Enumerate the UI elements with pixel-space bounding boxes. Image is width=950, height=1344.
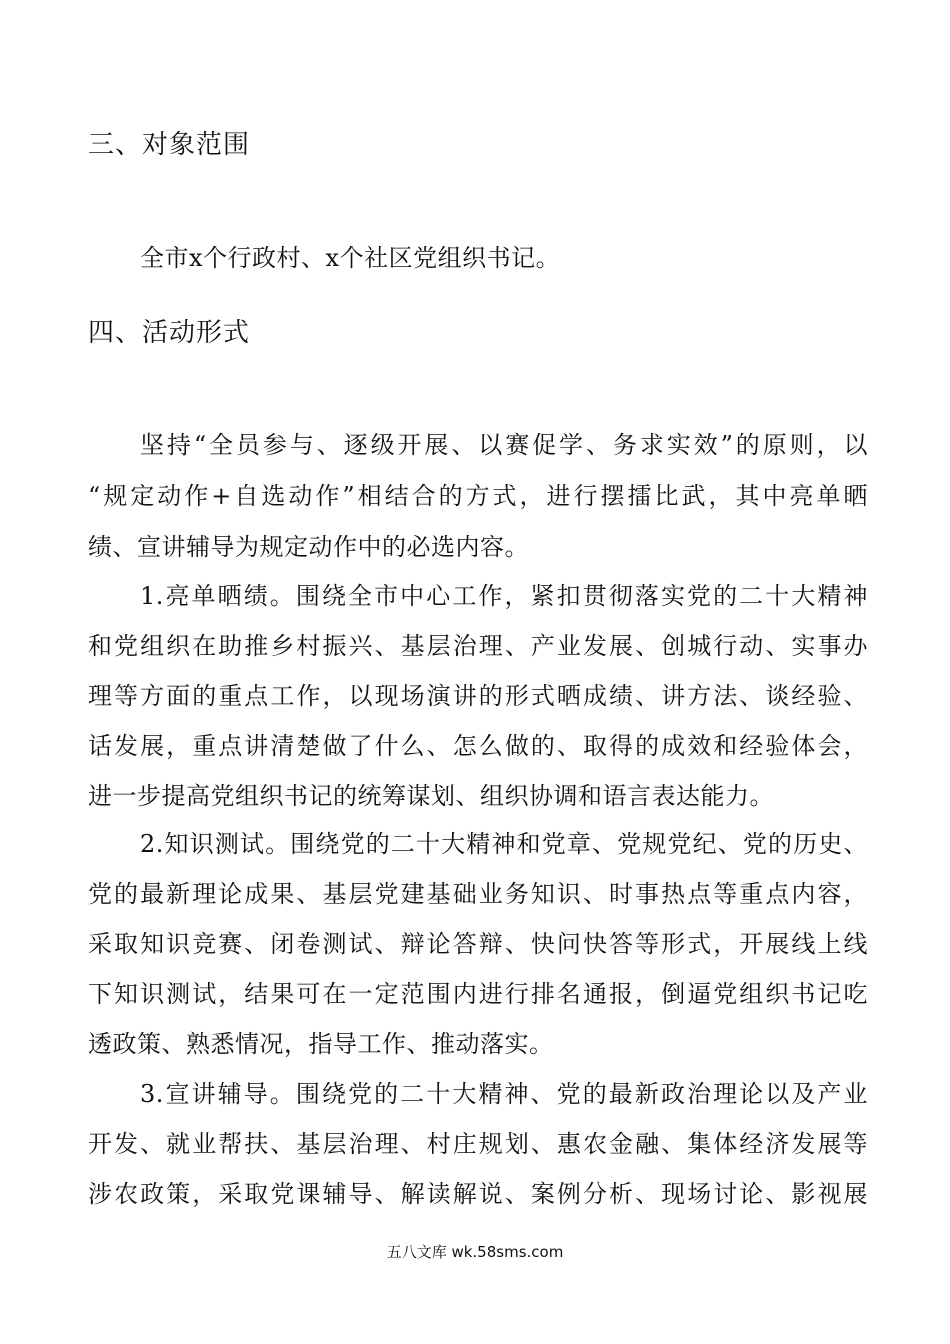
intro-line: 坚持“全员参与、逐级开展、以赛促学、务求实效”的原则，以 <box>140 431 868 459</box>
item1-line: 话发展，重点讲清楚做了什么、怎么做的、取得的成效和经验体会， <box>88 732 868 760</box>
footer-watermark: 五八文库 wk.58sms.com <box>386 1243 564 1261</box>
item3-line: 3.宣讲辅导。围绕党的二十大精神、党的最新政治理论以及产业 <box>140 1080 868 1108</box>
item1-line: 进一步提高党组织书记的统筹谋划、组织协调和语言表达能力。 <box>88 782 774 810</box>
item2-line: 下知识测试，结果可在一定范围内进行排名通报，倒逼党组织书记吃 <box>88 980 868 1008</box>
item2-line: 2.知识测试。围绕党的二十大精神和党章、党规党纪、党的历史、 <box>140 830 868 858</box>
item1-line: 理等方面的重点工作，以现场演讲的形式晒成绩、讲方法、谈经验、 <box>88 682 868 710</box>
item3-line: 开发、就业帮扶、基层治理、村庄规划、惠农金融、集体经济发展等 <box>88 1130 868 1158</box>
intro-line: 绩、宣讲辅导为规定动作中的必选内容。 <box>88 533 529 561</box>
scope-paragraph: 全市x个行政村、x个社区党组织书记。 <box>140 244 561 272</box>
item2-line: 采取知识竞赛、闭卷测试、辩论答辩、快问快答等形式，开展线上线 <box>88 930 868 958</box>
item2-line: 党的最新理论成果、基层党建基础业务知识、时事热点等重点内容， <box>88 880 868 908</box>
section-heading-scope: 三、对象范围 <box>88 130 251 160</box>
item3-line: 涉农政策，采取党课辅导、解读解说、案例分析、现场讨论、影视展 <box>88 1180 868 1208</box>
section-heading-format: 四、活动形式 <box>88 318 251 348</box>
intro-line: “规定动作+自选动作”相结合的方式，进行摆擂比武，其中亮单晒 <box>88 482 868 510</box>
item1-line: 1.亮单晒绩。围绕全市中心工作，紧扣贯彻落实党的二十大精神 <box>140 582 868 610</box>
item2-line: 透政策、熟悉情况，指导工作、推动落实。 <box>88 1030 554 1058</box>
item1-line: 和党组织在助推乡村振兴、基层治理、产业发展、创城行动、实事办 <box>88 632 868 660</box>
